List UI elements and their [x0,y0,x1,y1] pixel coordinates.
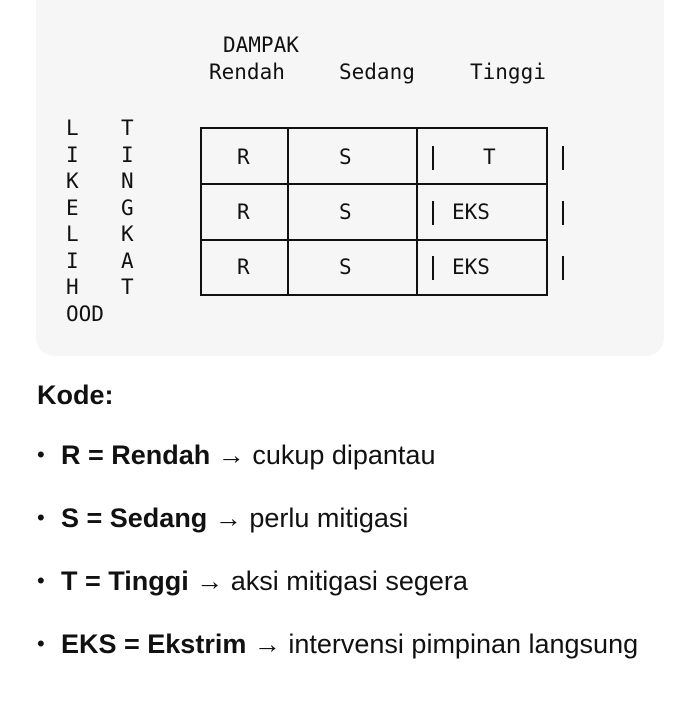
legend-term: T = Tinggi [61,566,189,596]
grid-line [200,294,548,296]
likelihood-letter: I [66,142,79,167]
bullet-icon: • [37,505,45,530]
tingkat-letter: K [121,222,134,246]
bullet-icon: • [37,442,45,467]
tingkat-letter: I [121,142,134,167]
matrix-cell: EKS [452,200,490,224]
legend-term: EKS = Ekstrim [61,629,247,659]
grid-line [562,256,564,280]
arrow-icon: → [196,566,224,596]
legend-heading: Kode: [37,380,114,410]
grid-line [416,127,418,296]
likelihood-letter: I [66,248,79,273]
grid-line [546,127,548,296]
legend-term: S = Sedang [61,503,208,533]
bullet-icon: • [37,631,45,656]
legend-description: cukup dipantau [252,440,436,470]
column-header-low: Rendah [209,60,285,84]
legend-item [37,624,667,664]
legend-item [37,498,667,538]
tingkat-letter: N [121,169,134,193]
tingkat-letter: T [121,275,134,299]
likelihood-vertical-label [66,115,104,327]
matrix-cell: S [339,145,352,169]
arrow-icon: → [217,440,245,470]
grid-line [432,256,434,280]
likelihood-letter: H [66,275,79,299]
matrix-cell: R [237,200,250,224]
tingkat-letter: A [121,248,134,273]
legend-item [37,435,667,475]
tingkat-vertical-label [121,115,151,301]
legend-term: R = Rendah [61,440,211,470]
likelihood-letter: K [66,169,79,193]
likelihood-letter: OOD [66,301,104,326]
legend-description: aksi mitigasi segera [230,566,468,596]
grid-line [200,127,548,129]
likelihood-letter: L [66,116,79,140]
likelihood-letter: L [66,222,79,246]
grid-line [562,146,564,170]
grid-line [432,201,434,225]
matrix-cell: S [339,200,352,224]
legend-description: intervensi pimpinan langsung [288,629,639,659]
bullet-icon: • [37,568,45,593]
legend-description: perlu mitigasi [249,503,409,533]
column-header-high: Tinggi [470,60,546,84]
column-header-medium: Sedang [339,60,415,84]
matrix-cell: S [339,255,352,279]
matrix-cell: R [237,145,250,169]
arrow-icon: → [214,503,242,533]
tingkat-letter: G [121,195,134,220]
grid-line [432,146,434,170]
tingkat-letter: T [121,116,134,140]
likelihood-letter: E [66,195,79,220]
matrix-cell: EKS [452,255,490,279]
grid-line [200,239,548,241]
grid-line [200,127,202,296]
arrow-icon: → [253,629,281,659]
matrix-cell: R [237,255,250,279]
impact-label: DAMPAK [223,33,299,57]
matrix-cell: T [483,145,496,169]
grid-line [562,201,564,225]
grid-line [200,183,548,185]
grid-line [287,127,289,296]
legend-item [37,561,667,601]
